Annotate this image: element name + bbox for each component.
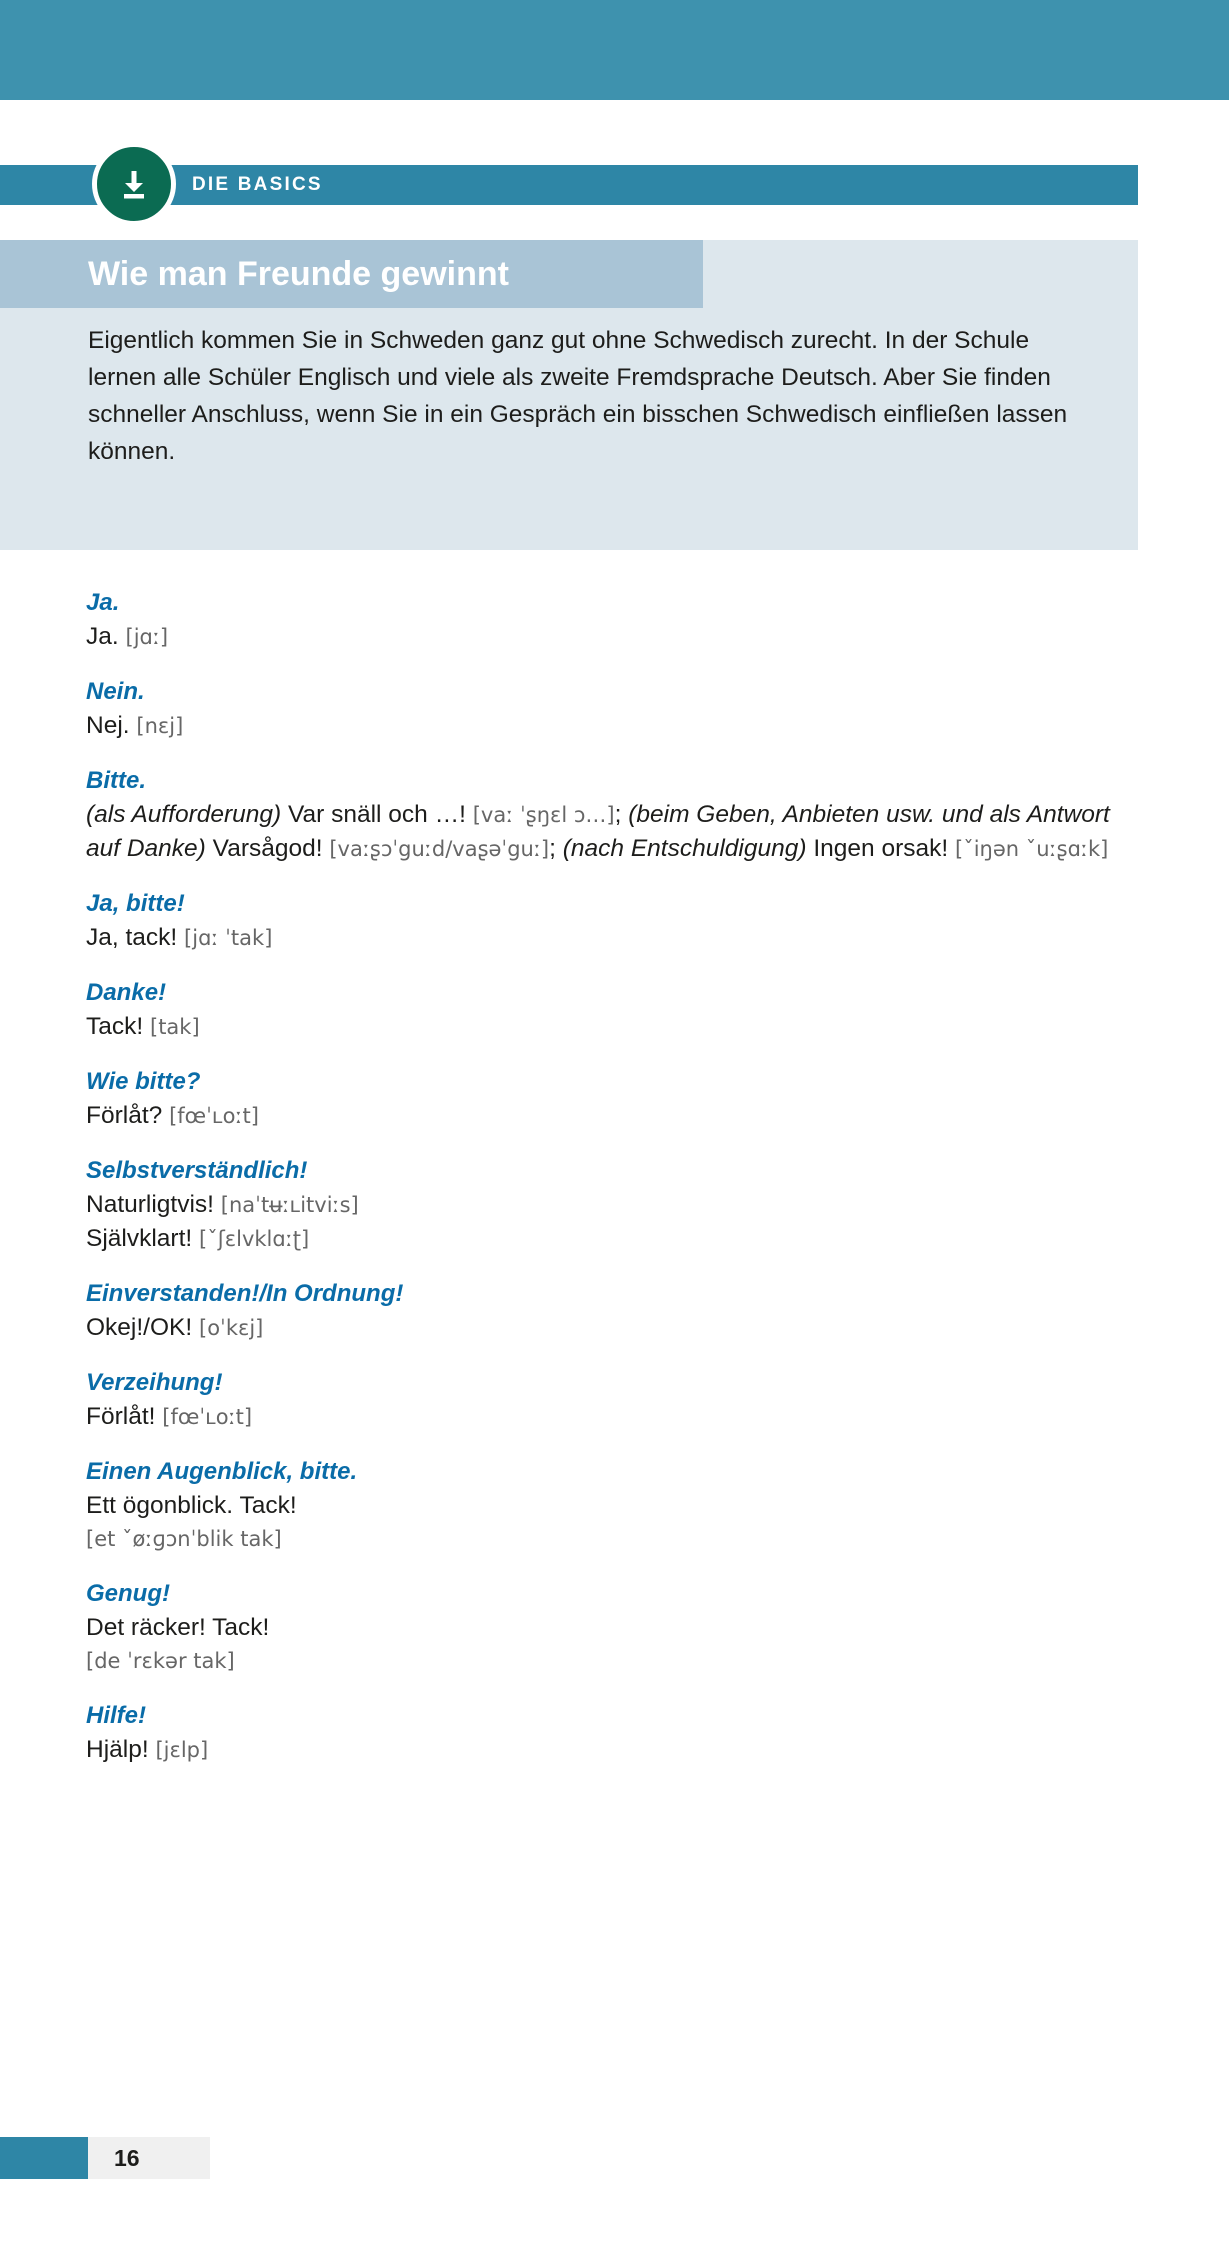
phrase-pronunciation: [jɑː ˈtak]	[184, 926, 273, 950]
phrase-pronunciation: [ˇʃɛlvklɑːʈ]	[199, 1227, 310, 1251]
top-color-band	[0, 0, 1229, 100]
phrase-headword-de: Danke!	[86, 979, 167, 1006]
page-title-bar	[0, 240, 703, 308]
phrase-swedish-text: Okej!/OK!	[86, 1314, 193, 1341]
phrase-headword-de: Nein.	[86, 678, 145, 705]
phrase-translation-sv	[86, 1522, 1146, 1556]
phrase-headword-de: Ja, bitte!	[86, 890, 185, 917]
phrase-entry	[86, 1155, 1146, 1256]
phrase-swedish-text: Hjälp!	[86, 1736, 149, 1763]
phrase-list	[86, 587, 1146, 1789]
phrase-translation-sv	[86, 921, 1146, 955]
footer-color-tab	[0, 2137, 88, 2179]
phrase-headword-de: Hilfe!	[86, 1702, 146, 1729]
phrase-pronunciation: [nɛj]	[136, 714, 184, 738]
page-title: Wie man Freunde gewinnt	[88, 254, 509, 293]
phrase-entry	[86, 587, 1146, 654]
phrase-translation-sv	[86, 1400, 1146, 1434]
phrase-translation-sv	[86, 1733, 1146, 1767]
phrase-translation-sv	[86, 1644, 1146, 1678]
phrase-entry	[86, 1278, 1146, 1345]
phrase-swedish-text: Naturligtvis!	[86, 1191, 214, 1218]
phrase-pronunciation: [de ˈrɛkər tak]	[86, 1649, 235, 1673]
phrase-translation-sv	[86, 1222, 1146, 1256]
phrase-pronunciation: [tak]	[150, 1015, 200, 1039]
phrase-translation-sv	[86, 1611, 1146, 1644]
phrase-translation-sv: (als Aufforderung) Var snäll och …! [vaː ˈʂŋɛl ɔ…]; (beim Geben, Anbieten usw. und als Antwort auf Danke) Varsågod! [vaːʂɔˈguːd/vaʂəˈguː]; (nach Entschuldigung) Ingen orsak! [ˇiŋən ˇuːʂɑːk]	[86, 801, 1110, 862]
phrase-swedish-text: Förlåt?	[86, 1102, 163, 1129]
phrase-headword-de: Selbstverständlich!	[86, 1157, 308, 1184]
phrase-pronunciation: [fœˈʟoːt]	[162, 1405, 253, 1429]
phrase-translation-sv	[86, 1311, 1146, 1345]
phrase-translation-sv	[86, 1099, 1146, 1133]
phrase-swedish-text: Tack!	[86, 1013, 144, 1040]
phrase-entry	[86, 676, 1146, 743]
phrase-swedish-text: Det räcker! Tack!	[86, 1614, 270, 1641]
phrase-headword-de: Einverstanden!/In Ordnung!	[86, 1280, 404, 1307]
phrase-pronunciation: [fœˈʟoːt]	[169, 1104, 259, 1128]
phrase-pronunciation: [oˈkɛj]	[199, 1316, 264, 1340]
footer-page-number	[88, 2137, 210, 2179]
phrase-swedish-text: Ja, tack!	[86, 924, 178, 951]
phrase-headword-de: Wie bitte?	[86, 1068, 201, 1095]
phrase-entry	[86, 1700, 1146, 1767]
phrase-headword-de: Verzeihung!	[86, 1369, 223, 1396]
phrase-entry	[86, 977, 1146, 1044]
phrase-pronunciation: [et ˇøːɡɔnˈblik tak]	[86, 1527, 282, 1551]
section-label: DIE BASICS	[192, 174, 323, 195]
phrase-translation-sv	[86, 1010, 1146, 1044]
phrase-entry	[86, 1456, 1146, 1556]
phrase-swedish-text: Ja.	[86, 623, 119, 650]
phrase-headword-de: Genug!	[86, 1580, 170, 1607]
phrase-entry	[86, 1066, 1146, 1133]
download-icon[interactable]	[92, 142, 176, 226]
phrase-translation-sv	[86, 709, 1146, 743]
phrase-entry	[86, 1367, 1146, 1434]
phrase-headword-de: Einen Augenblick, bitte.	[86, 1458, 358, 1485]
phrase-swedish-text: Förlåt!	[86, 1403, 156, 1430]
phrase-pronunciation: [jɛlp]	[155, 1738, 209, 1762]
phrase-headword-de: Bitte.	[86, 767, 146, 794]
phrase-entry	[86, 1578, 1146, 1678]
page-number: 16	[114, 2144, 140, 2171]
intro-block	[0, 240, 1138, 550]
phrase-translation-sv	[86, 620, 1146, 654]
phrase-swedish-text: Självklart!	[86, 1225, 193, 1252]
phrase-swedish-text: Nej.	[86, 712, 130, 739]
phrase-translation-sv	[86, 1188, 1146, 1222]
phrase-pronunciation: [naˈtʉːʟitviːs]	[220, 1193, 359, 1217]
intro-paragraph: Eigentlich kommen Sie in Schweden ganz gut ohne Schwedisch zurecht. In der Schule lernen alle Schüler Englisch und viele als zweite Fremdsprache Deutsch. Aber Sie finden schneller Anschluss, wenn Sie in ein Gespräch ein bisschen Schwedisch einfließen lassen können.	[88, 327, 1068, 465]
phrase-pronunciation: [jɑː]	[125, 625, 169, 649]
phrase-headword-de: Ja.	[86, 589, 120, 616]
phrase-translation-sv	[86, 1489, 1146, 1522]
phrase-entry	[86, 888, 1146, 955]
phrase-swedish-text: Ett ögonblick. Tack!	[86, 1492, 297, 1519]
phrase-entry	[86, 765, 1146, 866]
